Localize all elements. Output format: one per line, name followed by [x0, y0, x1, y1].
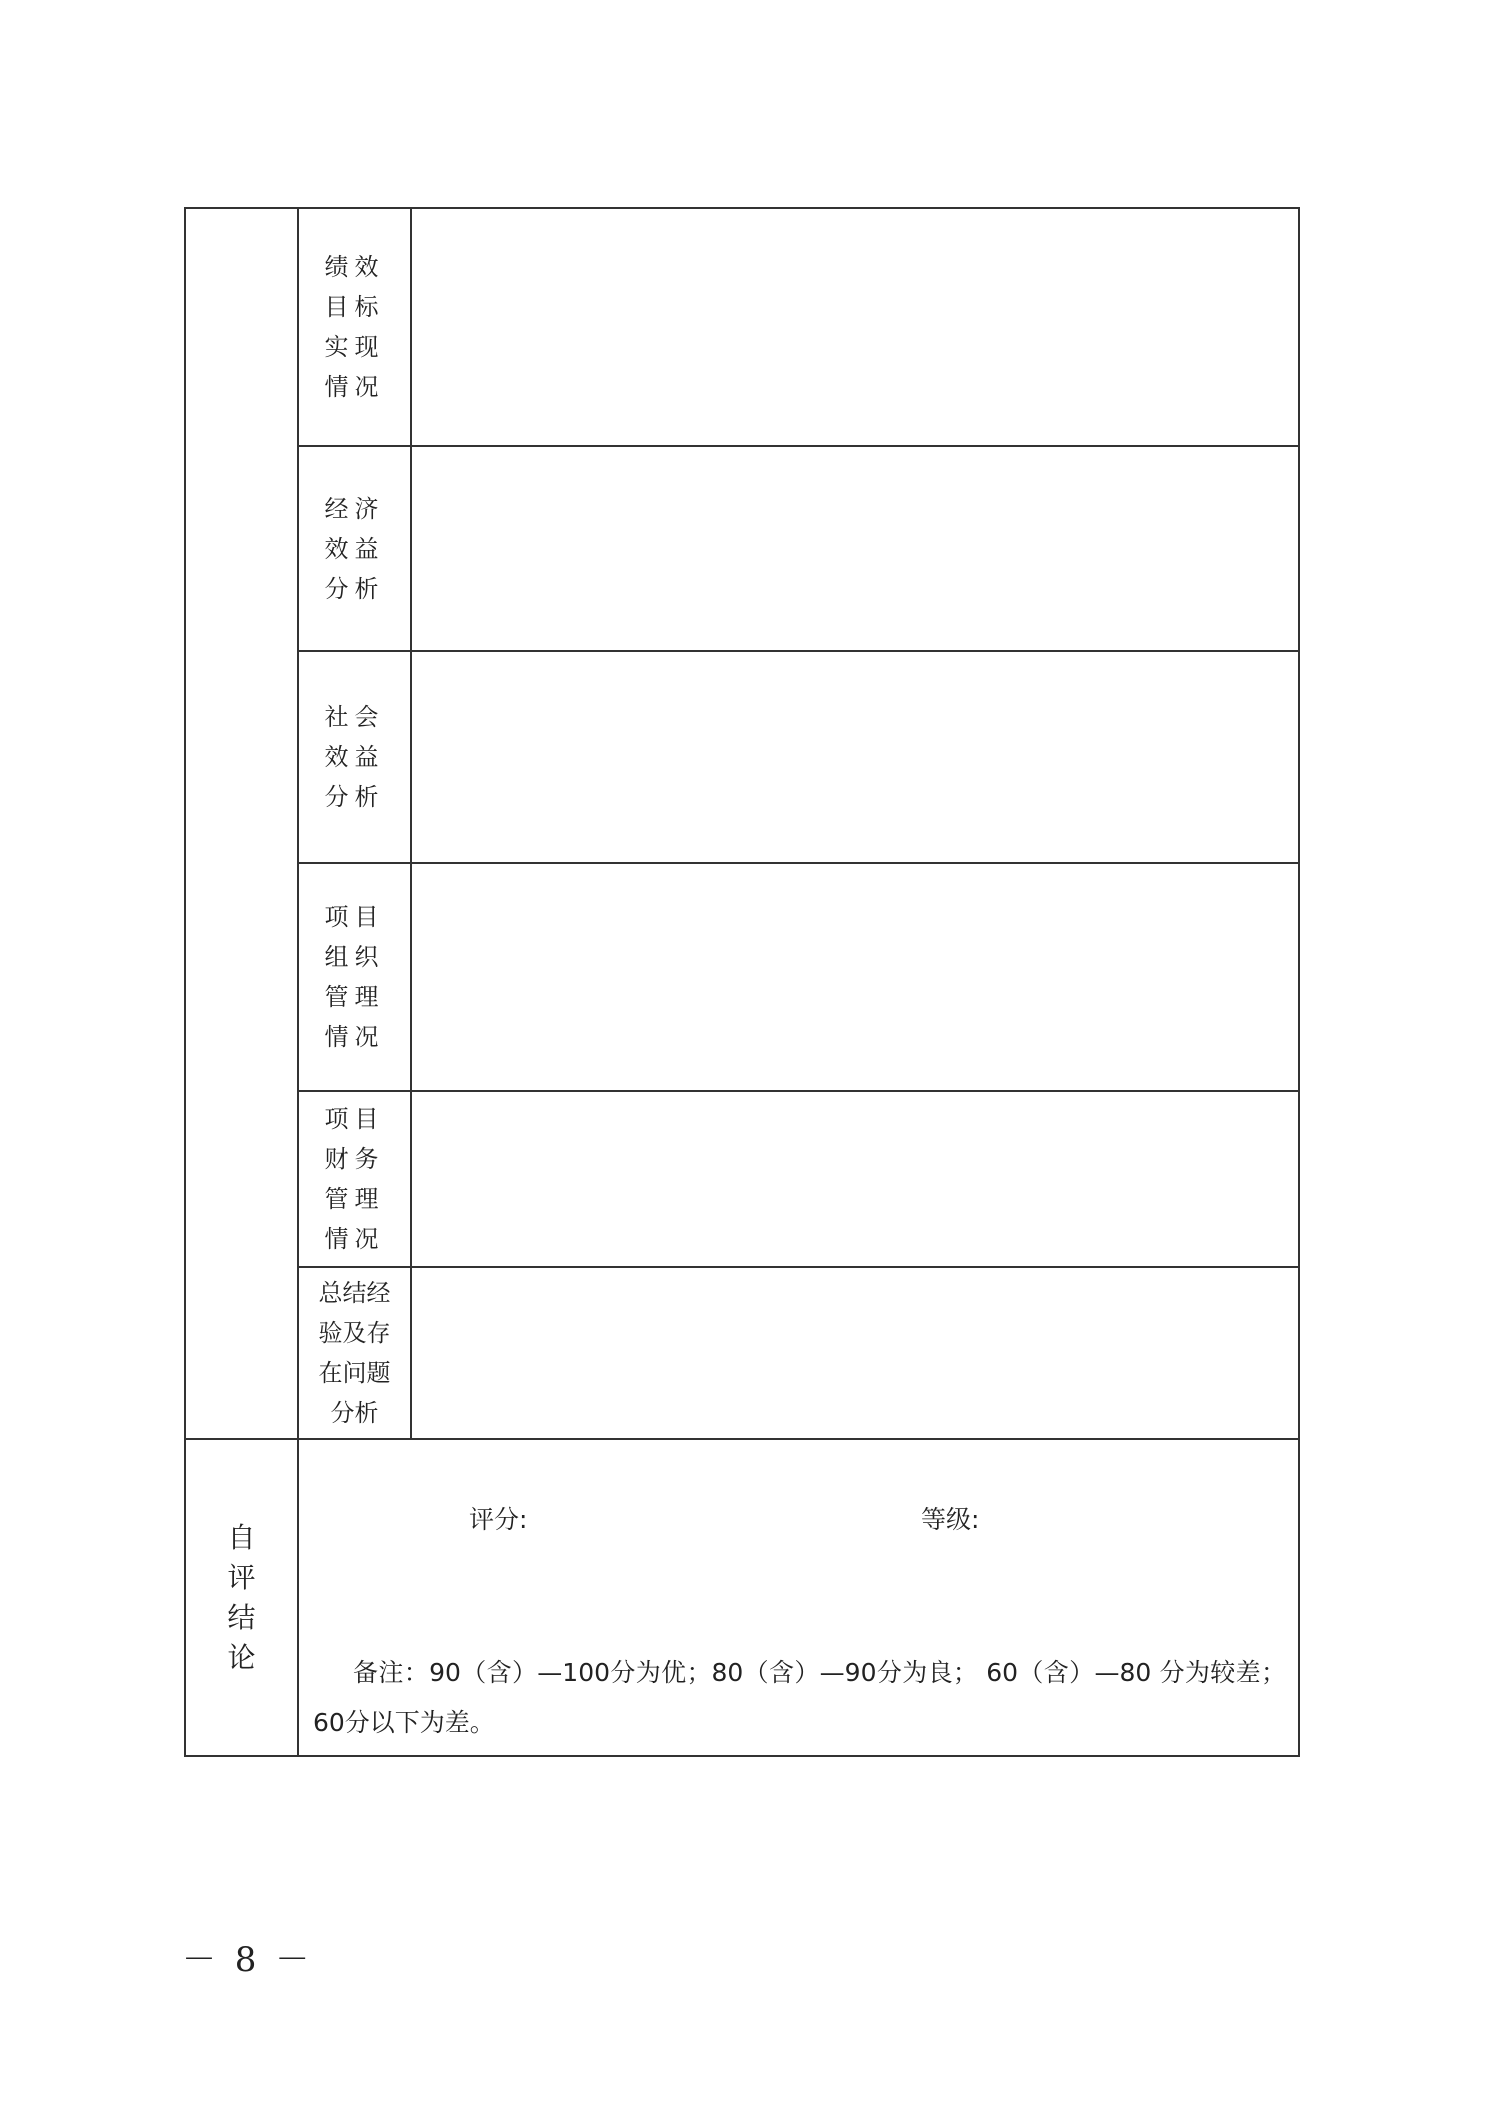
row-content-performance-goals[interactable] — [411, 208, 1299, 446]
table-row — [185, 863, 1299, 1091]
self-evaluation-label-cell: 自 评 结 论 — [185, 1439, 298, 1756]
table-row — [185, 651, 1299, 863]
row-label-social-benefit: 社会 效益 分析 — [298, 651, 411, 863]
self-evaluation-content-cell — [298, 1439, 1299, 1756]
row-content-economic-benefit[interactable] — [411, 446, 1299, 651]
row-content-experience-summary[interactable] — [411, 1267, 1299, 1439]
page-number: － 8 － — [182, 1940, 314, 1980]
grade-label: 等级: — [921, 1505, 980, 1534]
table-row — [185, 1439, 1299, 1756]
row-label-experience-summary: 总结经 验及存 在问题 分析 — [298, 1267, 411, 1439]
table-row — [185, 446, 1299, 651]
row-label-performance-goals: 绩效 目标 实现 情况 — [298, 208, 411, 446]
row-content-project-finance[interactable] — [411, 1091, 1299, 1267]
table-row — [185, 1091, 1299, 1267]
row-content-social-benefit[interactable] — [411, 651, 1299, 863]
table-row — [185, 208, 1299, 446]
row-label-economic-benefit: 经济 效益 分析 — [298, 446, 411, 651]
grading-note: 备注：90（含）—100分为优；80（含）—90分为良； 60（含）—80 分为较差；60分以下为差。 — [313, 1658, 1286, 1737]
row-label-project-organization: 项目 组织 管理 情况 — [298, 863, 411, 1091]
outer-blank-cell — [185, 208, 298, 1439]
score-label: 评分: — [469, 1505, 528, 1534]
row-label-project-finance: 项目 财务 管理 情况 — [298, 1091, 411, 1267]
table-row — [185, 1267, 1299, 1439]
performance-evaluation-table — [184, 207, 1300, 1757]
row-content-project-organization[interactable] — [411, 863, 1299, 1091]
